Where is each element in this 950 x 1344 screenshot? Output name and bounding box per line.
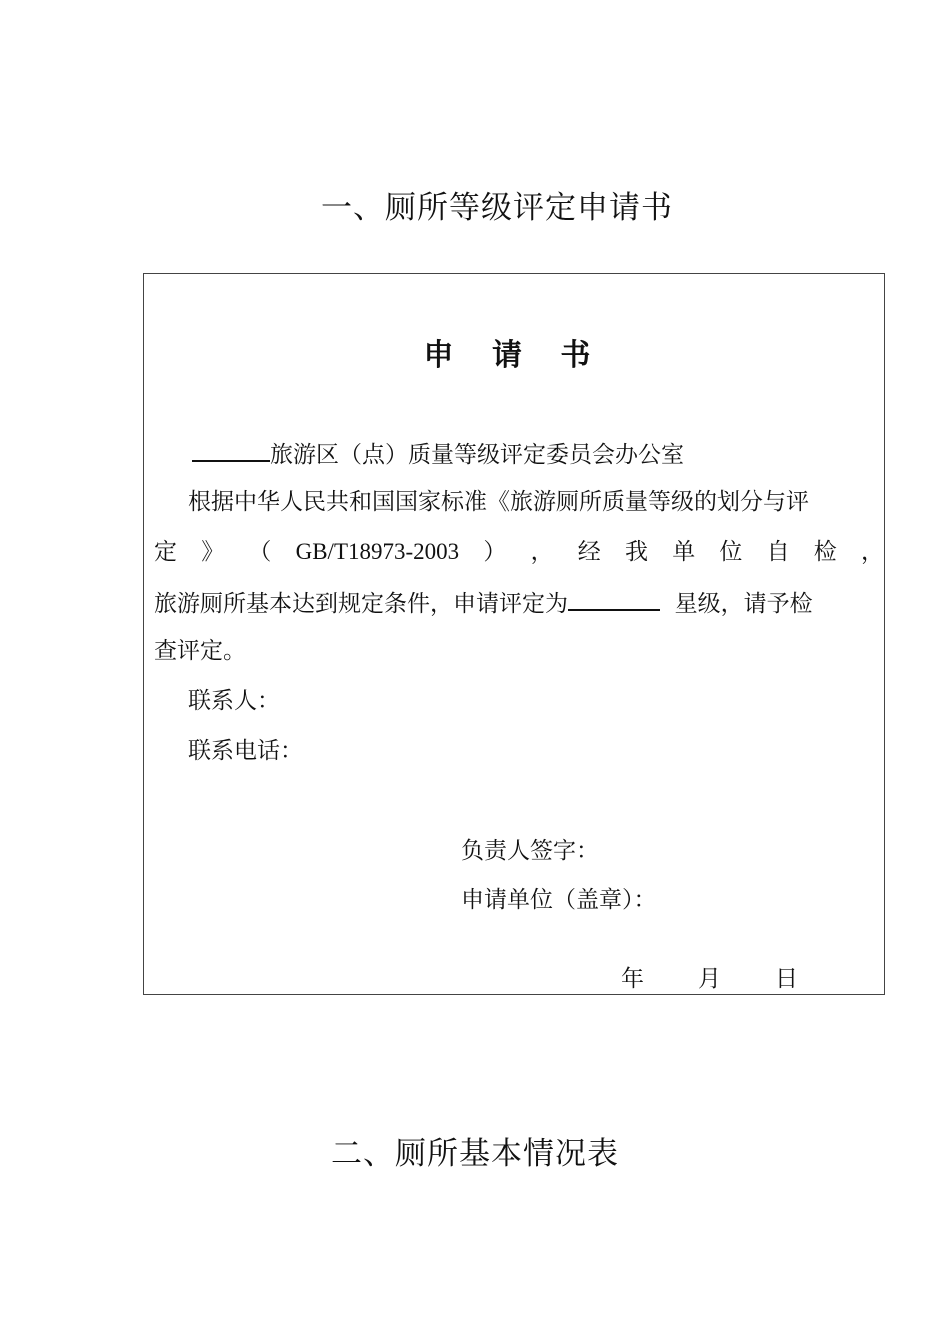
standard-code: GB/T18973-2003 [295,539,460,564]
body-line-1: 根据中华人民共和国国家标准《旅游厕所质量等级的划分与评 [188,489,809,515]
body-line-2-part: 位 [719,539,743,565]
body-line-2-part: （ [248,539,272,565]
star-level-blank[interactable] [568,587,660,611]
body-line-2-part: 单 [672,539,696,565]
signature-label: 负责人签字： [461,838,599,864]
addressee-text: 旅游区（点）质量等级评定委员会办公室 [270,442,684,468]
district-blank[interactable] [192,438,270,462]
body-line-3-prefix: 旅游厕所基本达到规定条件，申请评定为 [154,591,568,617]
date-row [621,960,798,993]
date-day: 日 [775,966,798,992]
form-heading: 申 请 书 [423,338,605,373]
body-line-2-part: 》 [201,539,225,565]
body-line-2-part: 自 [766,539,790,565]
body-line-3 [154,587,813,619]
body-line-2 [154,537,884,567]
body-line-2-part: ， [861,539,884,565]
body-line-2-part: ） [483,539,507,565]
application-form-box [143,273,885,995]
body-line-2-part: 经 [577,539,601,565]
contact-person-label: 联系人： [188,688,280,714]
body-line-4: 查评定。 [154,638,246,664]
body-line-2-part: ， [530,539,554,565]
body-line-2-part: 检 [813,539,837,565]
date-month: 月 [698,966,721,992]
contact-phone-label: 联系电话： [188,738,303,764]
body-line-2-part: 定 [154,539,177,565]
section-2-title: 二、厕所基本情况表 [331,1136,619,1172]
addressee-line [192,438,684,470]
date-year: 年 [621,966,644,992]
section-1-title: 一、厕所等级评定申请书 [321,190,673,226]
body-line-3-suffix: 星级，请予检 [674,591,813,617]
body-line-2-part: 我 [624,539,648,565]
applicant-unit-label: 申请单位（盖章）： [461,887,657,913]
